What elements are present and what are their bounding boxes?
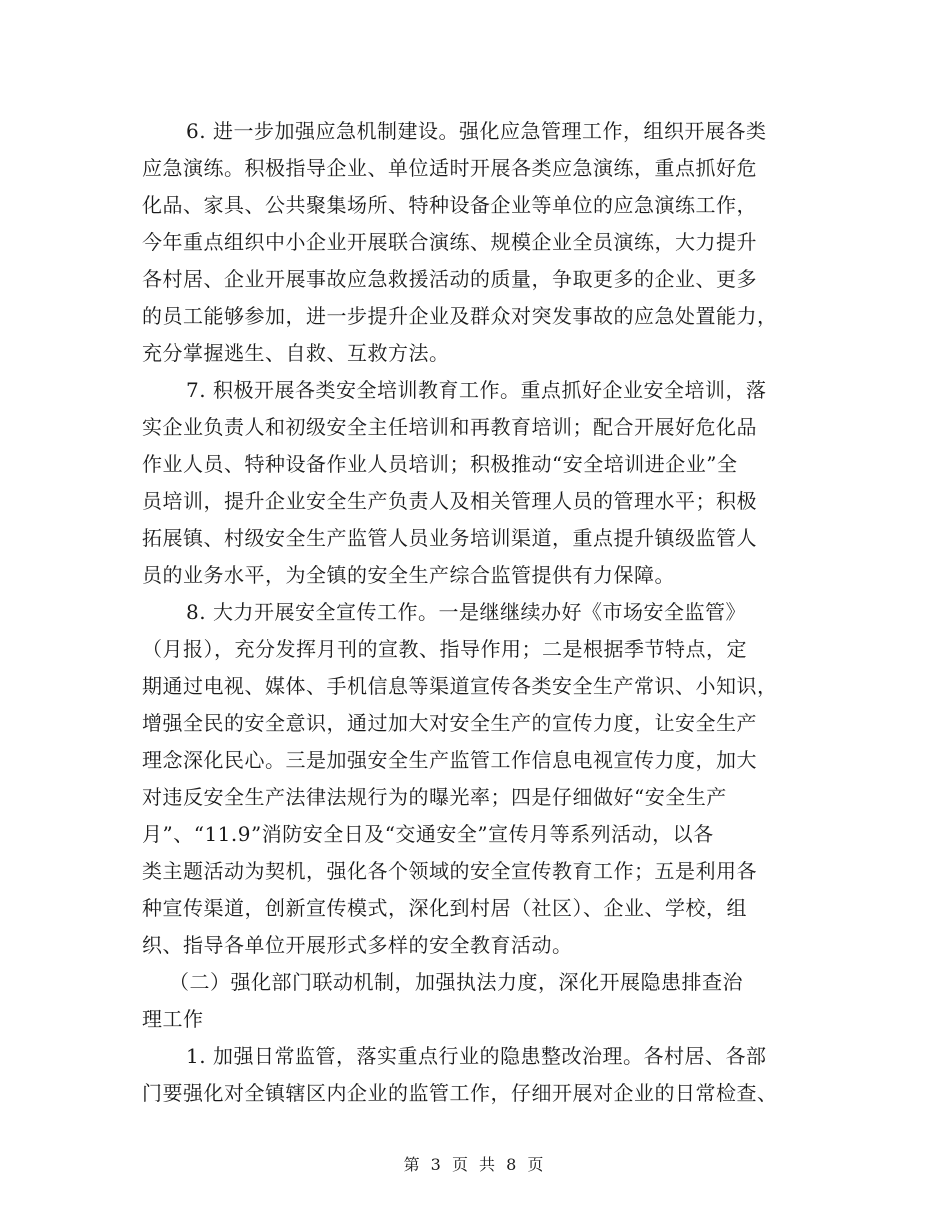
text-line: （月报），充分发挥月刊的宣教、指导作用；二是根据季节特点，定 [142, 637, 747, 661]
text-line: 化品、家具、公共聚集场所、特种设备企业等单位的应急演练工作， [142, 193, 757, 217]
text-line: 增强全民的安全意识，通过加大对安全生产的宣传力度，让安全生产 [142, 711, 757, 735]
text-line: 对违反安全生产法律法规行为的曝光率；四是仔细做好“安全生产 [142, 785, 727, 809]
document-body [142, 113, 810, 1112]
text-line: 拓展镇、村级安全生产监管人员业务培训渠道，重点提升镇级监管人 [142, 526, 757, 550]
text-line: 1. 加强日常监管，落实重点行业的隐患整改治理。各村居、各部 [186, 1044, 767, 1068]
text-line: （二）强化部门联动机制，加强执法力度，深化开展隐患排查治 [169, 970, 743, 994]
text-line: 8. 大力开展安全宣传工作。一是继继续办好《市场安全监管》 [186, 600, 746, 624]
text-line: 织、指导各单位开展形式多样的安全教育活动。 [142, 933, 573, 957]
text-line: 期通过电视、媒体、手机信息等渠道宣传各类安全生产常识、小知识， [142, 674, 778, 698]
text-line: 应急演练。积极指导企业、单位适时开展各类应急演练，重点抓好危 [142, 156, 757, 180]
text-line: 理念深化民心。三是加强安全生产监管工作信息电视宣传力度，加大 [142, 748, 757, 772]
text-line: 各村居、企业开展事故应急救援活动的质量，争取更多的企业、更多 [142, 267, 757, 291]
text-line: 作业人员、特种设备作业人员培训；积极推动“安全培训进企业”全 [142, 452, 738, 476]
text-line: 实企业负责人和初级安全主任培训和再教育培训；配合开展好危化品 [142, 415, 757, 439]
text-line: 的员工能够参加，进一步提升企业及群众对突发事故的应急处置能力， [142, 304, 778, 328]
text-line: 员培训，提升企业安全生产负责人及相关管理人员的管理水平；积极 [142, 489, 757, 513]
text-line: 6. 进一步加强应急机制建设。强化应急管理工作，组织开展各类 [186, 119, 767, 143]
text-line: 月”、“11.9”消防安全日及“交通安全”宣传月等系列活动，以各 [142, 822, 714, 846]
text-line: 今年重点组织中小企业开展联合演练、规模企业全员演练，大力提升 [142, 230, 757, 254]
text-line: 充分掌握逃生、自救、互救方法。 [142, 341, 450, 365]
text-line: 种宣传渠道，创新宣传模式，深化到村居（社区）、企业、学校，组 [142, 896, 747, 920]
page-number: 第 3 页 共 8 页 [403, 1155, 547, 1174]
text-line: 门要强化对全镇辖区内企业的监管工作，仔细开展对企业的日常检查、 [142, 1081, 778, 1105]
text-line: 理工作 [142, 1007, 204, 1031]
text-line: 7. 积极开展各类安全培训教育工作。重点抓好企业安全培训，落 [186, 378, 767, 402]
text-line: 员的业务水平，为全镇的安全生产综合监管提供有力保障。 [142, 563, 675, 587]
text-line: 类主题活动为契机，强化各个领域的安全宣传教育工作；五是利用各 [142, 859, 757, 883]
